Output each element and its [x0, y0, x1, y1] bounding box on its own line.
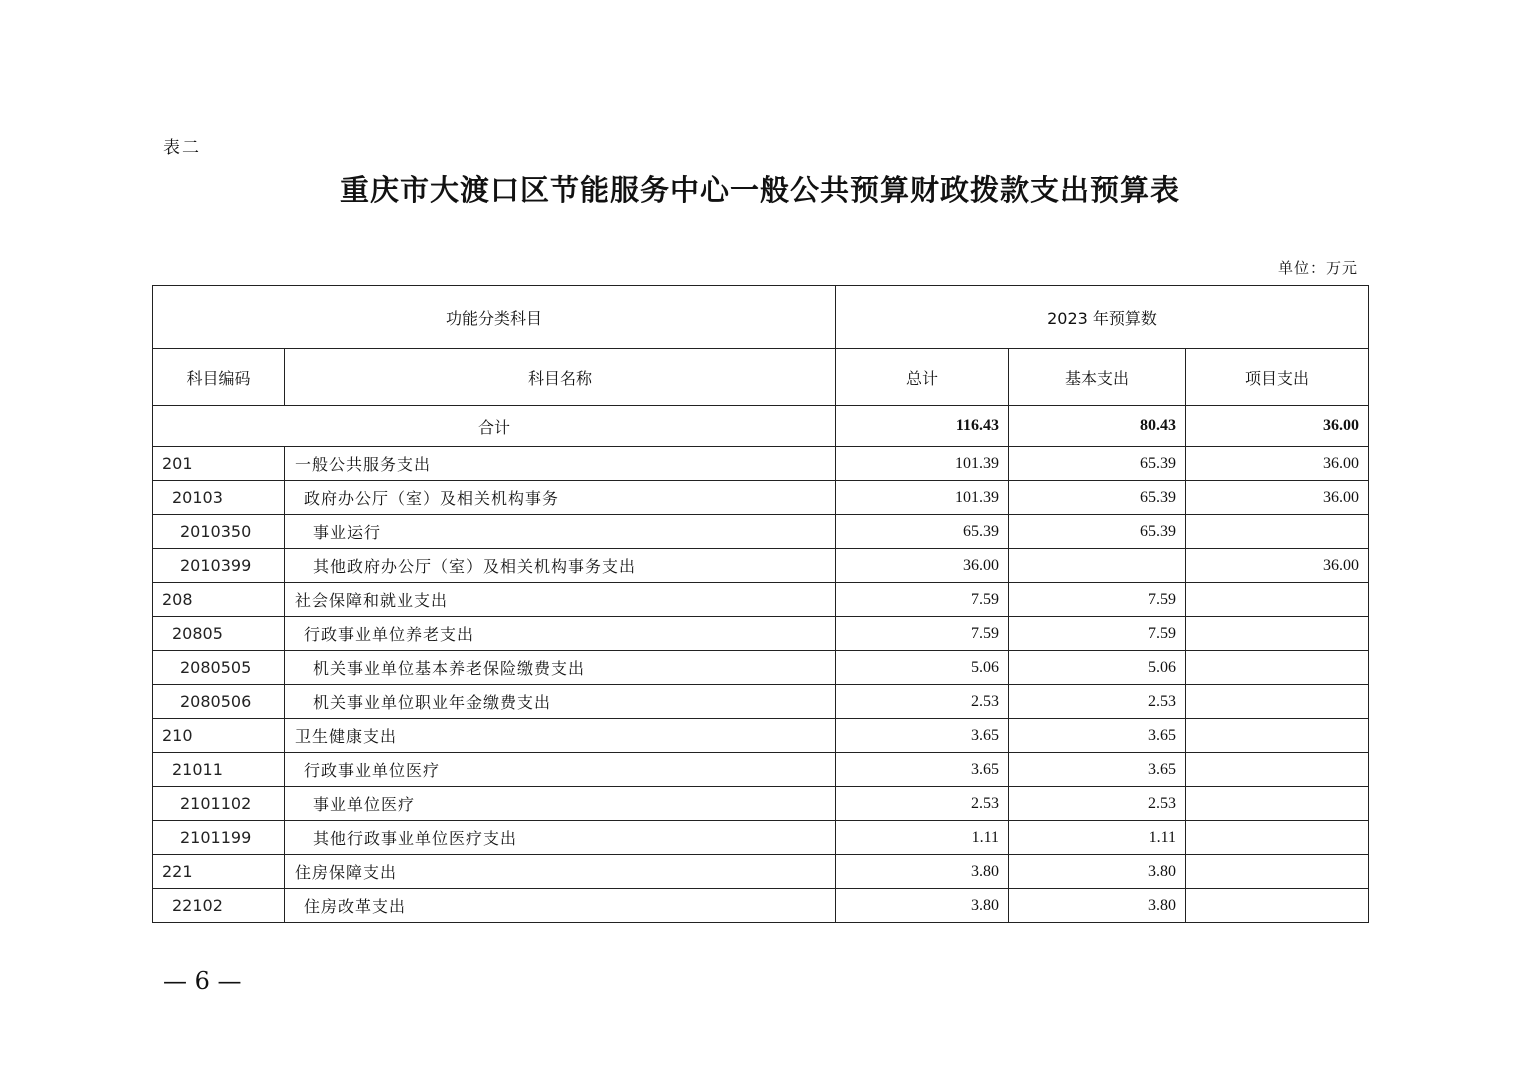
budget-table [152, 285, 1369, 923]
table-row [153, 651, 1369, 685]
row-project [1186, 651, 1369, 685]
row-name: 政府办公厅（室）及相关机构事务 [285, 481, 836, 515]
row-name: 机关事业单位职业年金缴费支出 [285, 685, 836, 719]
row-code: 20103 [153, 481, 285, 515]
total-label: 合计 [153, 406, 836, 447]
row-total: 3.65 [836, 719, 1009, 753]
header-total: 总计 [836, 349, 1009, 406]
row-code: 2101199 [153, 821, 285, 855]
total-sum: 116.43 [836, 406, 1009, 447]
row-name: 卫生健康支出 [285, 719, 836, 753]
row-name: 住房保障支出 [285, 855, 836, 889]
table-row [153, 617, 1369, 651]
total-basic: 80.43 [1009, 406, 1186, 447]
table-row [153, 447, 1369, 481]
row-name: 行政事业单位养老支出 [285, 617, 836, 651]
row-project: 36.00 [1186, 549, 1369, 583]
header-budget-2023: 2023 年预算数 [836, 286, 1369, 349]
header-project: 项目支出 [1186, 349, 1369, 406]
row-project: 36.00 [1186, 447, 1369, 481]
row-project [1186, 515, 1369, 549]
row-basic: 65.39 [1009, 481, 1186, 515]
row-code: 2010399 [153, 549, 285, 583]
row-total: 2.53 [836, 787, 1009, 821]
row-name: 住房改革支出 [285, 889, 836, 923]
row-code: 22102 [153, 889, 285, 923]
header-basic: 基本支出 [1009, 349, 1186, 406]
row-basic: 7.59 [1009, 617, 1186, 651]
row-project [1186, 855, 1369, 889]
header-code: 科目编码 [153, 349, 285, 406]
row-code: 201 [153, 447, 285, 481]
row-basic: 65.39 [1009, 447, 1186, 481]
row-basic: 2.53 [1009, 787, 1186, 821]
row-total: 7.59 [836, 617, 1009, 651]
table-row [153, 549, 1369, 583]
row-total: 3.80 [836, 889, 1009, 923]
table-row [153, 889, 1369, 923]
row-basic: 3.80 [1009, 889, 1186, 923]
row-code: 210 [153, 719, 285, 753]
row-total: 3.80 [836, 855, 1009, 889]
row-name: 事业运行 [285, 515, 836, 549]
row-name: 机关事业单位基本养老保险缴费支出 [285, 651, 836, 685]
total-row [153, 406, 1369, 447]
row-project [1186, 787, 1369, 821]
row-project [1186, 583, 1369, 617]
row-basic: 3.80 [1009, 855, 1186, 889]
row-code: 221 [153, 855, 285, 889]
row-basic: 2.53 [1009, 685, 1186, 719]
row-basic: 1.11 [1009, 821, 1186, 855]
row-project [1186, 617, 1369, 651]
table-row [153, 855, 1369, 889]
page-number: — 6 — [163, 967, 242, 995]
row-project [1186, 685, 1369, 719]
row-name: 一般公共服务支出 [285, 447, 836, 481]
table-row [153, 583, 1369, 617]
row-project [1186, 753, 1369, 787]
row-total: 5.06 [836, 651, 1009, 685]
row-total: 36.00 [836, 549, 1009, 583]
table-row [153, 821, 1369, 855]
header-row-columns [153, 349, 1369, 406]
header-row-groups [153, 286, 1369, 349]
row-total: 7.59 [836, 583, 1009, 617]
table-row [153, 481, 1369, 515]
row-project [1186, 821, 1369, 855]
row-name: 事业单位医疗 [285, 787, 836, 821]
unit-label: 单位：万元 [1277, 259, 1358, 277]
budget-table-body [153, 286, 1369, 923]
row-project [1186, 889, 1369, 923]
table-row [153, 787, 1369, 821]
header-name: 科目名称 [285, 349, 836, 406]
row-basic: 7.59 [1009, 583, 1186, 617]
row-name: 行政事业单位医疗 [285, 753, 836, 787]
row-total: 1.11 [836, 821, 1009, 855]
table-label: 表二 [163, 138, 201, 158]
row-basic [1009, 549, 1186, 583]
row-code: 21011 [153, 753, 285, 787]
row-total: 101.39 [836, 481, 1009, 515]
row-code: 20805 [153, 617, 285, 651]
table-row [153, 753, 1369, 787]
header-function-classification: 功能分类科目 [153, 286, 836, 349]
row-total: 3.65 [836, 753, 1009, 787]
row-total: 2.53 [836, 685, 1009, 719]
total-project: 36.00 [1186, 406, 1369, 447]
row-basic: 65.39 [1009, 515, 1186, 549]
row-name: 其他行政事业单位医疗支出 [285, 821, 836, 855]
row-total: 65.39 [836, 515, 1009, 549]
row-project [1186, 719, 1369, 753]
document-title: 重庆市大渡口区节能服务中心一般公共预算财政拨款支出预算表 [339, 173, 1180, 207]
row-code: 2010350 [153, 515, 285, 549]
row-name: 其他政府办公厅（室）及相关机构事务支出 [285, 549, 836, 583]
table-row [153, 685, 1369, 719]
row-code: 2101102 [153, 787, 285, 821]
row-project: 36.00 [1186, 481, 1369, 515]
row-code: 2080506 [153, 685, 285, 719]
row-basic: 5.06 [1009, 651, 1186, 685]
row-code: 208 [153, 583, 285, 617]
table-row [153, 719, 1369, 753]
table-row [153, 515, 1369, 549]
row-name: 社会保障和就业支出 [285, 583, 836, 617]
row-code: 2080505 [153, 651, 285, 685]
row-basic: 3.65 [1009, 753, 1186, 787]
row-basic: 3.65 [1009, 719, 1186, 753]
row-total: 101.39 [836, 447, 1009, 481]
